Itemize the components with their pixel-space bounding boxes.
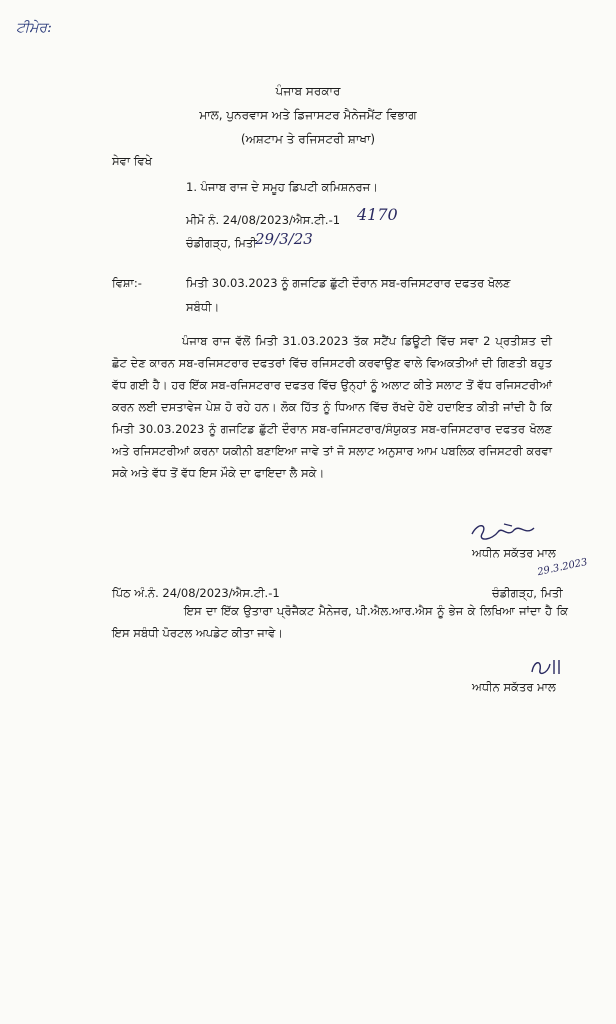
signature-2 xyxy=(528,656,568,678)
seva-vikhe: ਸੇਵਾ ਵਿਖੇ xyxy=(112,154,152,168)
header-government: ਪੰਜਾਬ ਸਰਕਾਰ xyxy=(275,84,341,98)
endorsement-number: ਪਿੱਠ ਅੰ.ਨੰ. 24/08/2023/ਐਸ.ਟੀ.-1 xyxy=(112,586,280,600)
header-branch: (ਅਸ਼ਟਾਮ ਤੇ ਰਜਿਸਟਰੀ ਸ਼ਾਖਾ) xyxy=(240,132,376,146)
subject-label: ਵਿਸ਼ਾ:- xyxy=(112,276,142,290)
endorsement-text: ਇਸ ਦਾ ਇੱਕ ਉਤਾਰਾ ਪ੍ਰੋਜੈਕਟ ਮੈਨੇਜਰ, ਪੀ.ਐਲ.ਆਰ.ਐਸ ਨੂੰ ਭੇਜ ਕੇ ਲਿਖਿਆ ਜਾਂਦਾ ਹੈ ਕਿ ਇਸ ਸਬੰਧੀ ਪੋਰਟਲ ਅਪਡੇਟ ਕੀਤਾ ਜਾਵੇ। xyxy=(112,604,568,640)
subject-line-1: ਮਿਤੀ 30.03.2023 ਨੂੰ ਗਜਟਿਡ ਛੁੱਟੀ ਦੌਰਾਨ ਸਬ-ਰਜਿਸਟਰਾਰ ਦਫਤਰ ਖੋਲਣ xyxy=(186,276,511,290)
signature-1-designation: ਅਧੀਨ ਸਕੱਤਰ ਮਾਲ xyxy=(472,546,556,560)
body-paragraph: ਪੰਜਾਬ ਰਾਜ ਵੱਲੋਂ ਮਿਤੀ 31.03.2023 ਤੱਕ ਸਟੈਂਪ ਡਿਊਟੀ ਵਿੱਚ ਸਵਾ 2 ਪ੍ਰਤੀਸ਼ਤ ਦੀ ਛੋਟ ਦੇਣ ਕਾਰਨ ਸਬ-ਰਜਿਸਟਰਾਰ ਦਫਤਰਾਂ ਵਿੱਚ ਰਜਿਸਟਰੀ ਕਰਵਾਉਣ ਵਾਲੇ ਵਿਅਕਤੀਆਂ ਦੀ ਗਿਣਤੀ ਬਹੁਤ ਵੱਧ ਗਈ ਹੈ। ਹਰ ਇੱਕ ਸਬ-ਰਜਿਸਟਰਾਰ ਦਫਤਰ ਵਿੱਚ ਉਨ੍ਹਾਂ ਨੂੰ ਅਲਾਟ ਕੀਤੇ ਸਲਾਟ ਤੋਂ ਵੱਧ ਰਜਿਸਟਰੀਆਂ ਕਰਨ ਲਈ ਦਸਤਾਵੇਜ ਪੇਸ਼ ਹੋ ਰਹੇ ਹਨ। ਲੋਕ ਹਿੱਤ ਨੂੰ ਧਿਆਨ ਵਿੱਚ ਰੱਖਦੇ ਹੋਏ ਹਦਾਇਤ ਕੀਤੀ ਜਾਂਦੀ ਹੈ ਕਿ ਮਿਤੀ 30.03.2023 ਨੂੰ ਗਜਟਿਡ ਛੁੱਟੀ ਦੌਰਾਨ ਸਬ-ਰਜਿਸਟਰਾਰ/ਸੰਯੁਕਤ ਸਬ-ਰਜਿਸਟਰਾਰ ਦਫਤਰ ਖੋਲਣ ਅਤੇ ਰਜਿਸਟਰੀਆਂ ਕਰਨਾ ਯਕੀਨੀ ਬਣਾਇਆ ਜਾਵੇ ਤਾਂ ਜੋ ਸਲਾਟ ਅਨੁਸਾਰ ਆਮ ਪਬਲਿਕ ਰਜਿਸਟਰੀ ਕਰਵਾ ਸਕੇ ਅਤੇ ਵੱਧ ਤੋਂ ਵੱਧ ਇਸ ਮੌਕੇ ਦਾ ਫਾਇਦਾ ਲੈ ਸਕੇ। xyxy=(112,334,552,480)
top-handwritten-note: ਟੀਮੇਰ: xyxy=(16,20,52,36)
recipient-line: 1. ਪੰਜਾਬ ਰਾਜ ਦੇ ਸਮੂਹ ਡਿਪਟੀ ਕਮਿਸ਼ਨਰਜ। xyxy=(186,180,378,194)
memo-handwritten-date: 29/3/23 xyxy=(255,230,313,248)
memo-place-date: ਚੰਡੀਗੜ੍ਹ, ਮਿਤੀ xyxy=(186,236,257,250)
signature-1 xyxy=(468,520,548,544)
signature-1-handwritten-date: 29.3.2023 xyxy=(536,556,589,579)
header-department: ਮਾਲ, ਪੁਨਰਵਾਸ ਅਤੇ ਡਿਜਾਸਟਰ ਮੈਨੇਜਮੈਂਟ ਵਿਭਾਗ xyxy=(199,108,417,122)
signature-2-designation: ਅਧੀਨ ਸਕੱਤਰ ਮਾਲ xyxy=(472,680,556,694)
memo-number: ਮੀਮੋ ਨੰ. 24/08/2023/ਐਸ.ਟੀ.-1 xyxy=(186,213,341,227)
memo-handwritten-number: 4170 xyxy=(357,205,398,224)
endorsement-place-date: ਚੰਡੀਗੜ੍ਹ, ਮਿਤੀ xyxy=(492,586,563,600)
subject-line-2: ਸਬੰਧੀ। xyxy=(186,300,220,314)
